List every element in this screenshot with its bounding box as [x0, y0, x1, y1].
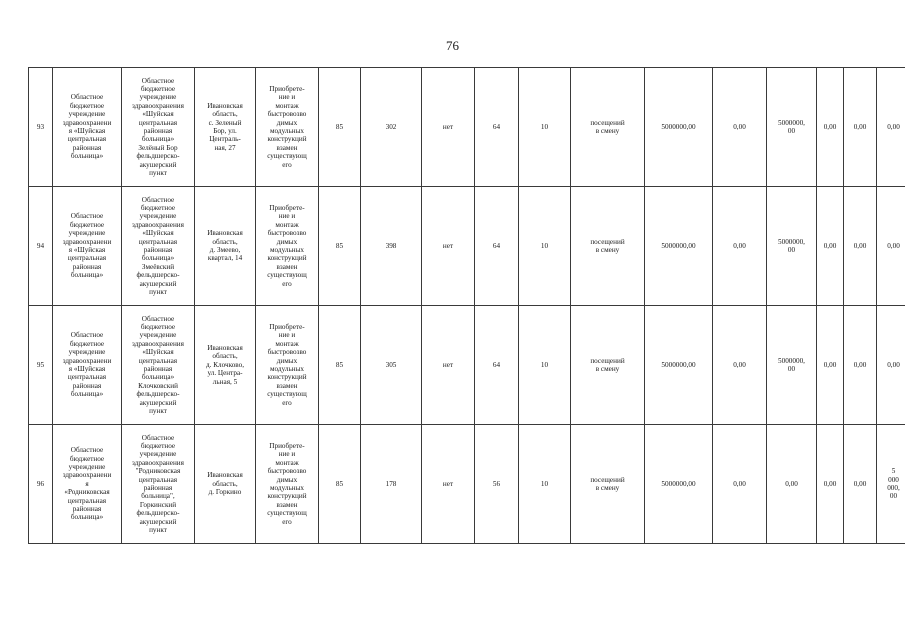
table-row	[29, 68, 905, 187]
capacity-unit	[571, 68, 645, 187]
amount-col-5-text: 0,00	[887, 360, 900, 369]
value-col-5-text: 10	[540, 122, 549, 131]
planned-action-text: Приобрете- ние и монтаж быстровозво димых модульных конструкций взамен существующ его	[267, 84, 307, 169]
amount-col-5-text: 0,00	[887, 241, 900, 250]
value-col-3	[422, 187, 475, 306]
amount-col-4	[844, 306, 877, 425]
value-col-5	[519, 306, 571, 425]
value-col-2	[361, 306, 422, 425]
amount-col-5	[877, 306, 905, 425]
amount-col-4-text: 0,00	[853, 122, 867, 131]
amount-col-3-text: 0,00	[823, 241, 837, 250]
organization-name-text: Областное бюджетное учреждение здравоохранени я «Шуйская центральная районная больница»	[62, 93, 112, 161]
value-col-2-text: 302	[385, 122, 397, 131]
organization-name	[53, 306, 122, 425]
row-number	[29, 187, 53, 306]
capacity-unit-text: посещений в смену	[590, 237, 625, 254]
facilities-table	[28, 67, 905, 544]
planned-action	[256, 425, 319, 544]
planned-action	[256, 306, 319, 425]
facility-name	[122, 68, 195, 187]
facility-name-text: Областное бюджетное учреждение здравоохранения «Шуйская центральная районная больница» Зелёный Бор фельдшерско- акушерский пункт	[132, 76, 184, 178]
amount-col-3	[817, 425, 844, 544]
amount-col-2	[767, 306, 817, 425]
row-number	[29, 306, 53, 425]
row-number-text: 94	[36, 241, 45, 250]
value-col-1	[319, 187, 361, 306]
value-col-5	[519, 187, 571, 306]
value-col-3	[422, 306, 475, 425]
amount-col-3	[817, 306, 844, 425]
amount-col-2-text: 5000000, 00	[778, 356, 805, 373]
table-row	[29, 425, 905, 544]
value-col-3	[422, 68, 475, 187]
amount-col-5-text: 0,00	[887, 122, 900, 131]
amount-col-4	[844, 187, 877, 306]
value-col-1	[319, 425, 361, 544]
value-col-2-text: 305	[385, 360, 397, 369]
amount-col-1-text: 0,00	[733, 122, 746, 131]
facility-address	[195, 306, 256, 425]
amount-col-1	[713, 68, 767, 187]
facility-name	[122, 306, 195, 425]
amount-col-5	[877, 68, 905, 187]
amount-col-1-text: 0,00	[733, 241, 746, 250]
capacity-unit-text: посещений в смену	[590, 118, 625, 135]
value-col-1	[319, 306, 361, 425]
row-number	[29, 425, 53, 544]
facility-name-text: Областное бюджетное учреждение здравоохранения "Родниковская центральная районная больница", Горкинский фельдшерско- акушерский пункт	[132, 433, 184, 535]
total-amount	[645, 425, 713, 544]
organization-name	[53, 187, 122, 306]
value-col-3-text: нет	[442, 122, 454, 131]
value-col-2	[361, 187, 422, 306]
table-row	[29, 187, 905, 306]
amount-col-4-text: 0,00	[853, 360, 867, 369]
organization-name-text: Областное бюджетное учреждение здравоохранени я «Родниковская центральная районная больница»	[62, 446, 112, 522]
amount-col-4	[844, 68, 877, 187]
capacity-unit	[571, 306, 645, 425]
organization-name	[53, 425, 122, 544]
amount-col-1	[713, 187, 767, 306]
facility-address-text: Ивановская область, д. Клочково, ул. Центра- льная, 5	[205, 343, 245, 386]
value-col-1	[319, 68, 361, 187]
value-col-1-text: 85	[335, 122, 344, 131]
value-col-5-text: 10	[540, 241, 549, 250]
amount-col-1	[713, 425, 767, 544]
amount-col-1-text: 0,00	[733, 360, 746, 369]
value-col-4-text: 56	[492, 479, 501, 488]
value-col-3	[422, 425, 475, 544]
table-row	[29, 306, 905, 425]
organization-name-text: Областное бюджетное учреждение здравоохранени я «Шуйская центральная районная больница»	[62, 331, 112, 399]
amount-col-2-text: 0,00	[785, 479, 798, 488]
amount-col-5	[877, 425, 905, 544]
value-col-2-text: 178	[385, 479, 397, 488]
value-col-3-text: нет	[442, 479, 454, 488]
amount-col-4	[844, 425, 877, 544]
value-col-3-text: нет	[442, 241, 454, 250]
amount-col-2-text: 5000000, 00	[778, 237, 805, 254]
amount-col-1	[713, 306, 767, 425]
value-col-2	[361, 68, 422, 187]
amount-col-2-text: 5000000, 00	[778, 118, 805, 135]
facility-name	[122, 425, 195, 544]
amount-col-2	[767, 187, 817, 306]
amount-col-3-text: 0,00	[823, 479, 837, 488]
capacity-unit-text: посещений в смену	[590, 475, 625, 492]
facility-address	[195, 68, 256, 187]
facility-address-text: Ивановская область, с. Зеленый Бор, ул. Централь- ная, 27	[207, 101, 243, 152]
value-col-4	[475, 425, 519, 544]
total-amount	[645, 187, 713, 306]
value-col-5-text: 10	[540, 360, 549, 369]
value-col-2-text: 398	[385, 241, 397, 250]
capacity-unit	[571, 187, 645, 306]
amount-col-3	[817, 187, 844, 306]
facility-address	[195, 187, 256, 306]
amount-col-2	[767, 68, 817, 187]
value-col-5-text: 10	[540, 479, 549, 488]
value-col-1-text: 85	[335, 479, 344, 488]
row-number-text: 93	[36, 122, 45, 131]
planned-action-text: Приобрете- ние и монтаж быстровозво димых модульных конструкций взамен существующ его	[267, 441, 307, 526]
total-amount-text: 5000000,00	[661, 122, 696, 131]
amount-col-5-text: 5 000 000, 00	[887, 467, 900, 501]
amount-col-5	[877, 187, 905, 306]
organization-name-text: Областное бюджетное учреждение здравоохранени я «Шуйская центральная районная больница»	[62, 212, 112, 280]
total-amount	[645, 306, 713, 425]
value-col-4-text: 64	[492, 241, 501, 250]
amount-col-4-text: 0,00	[853, 241, 867, 250]
planned-action-text: Приобрете- ние и монтаж быстровозво димых модульных конструкций взамен существующ его	[267, 203, 307, 288]
row-number-text: 96	[36, 479, 45, 488]
value-col-1-text: 85	[335, 241, 344, 250]
value-col-5	[519, 68, 571, 187]
planned-action	[256, 68, 319, 187]
amount-col-3	[817, 68, 844, 187]
capacity-unit-text: посещений в смену	[590, 356, 625, 373]
capacity-unit	[571, 425, 645, 544]
total-amount-text: 5000000,00	[661, 479, 696, 488]
page-number: 76	[446, 38, 459, 53]
total-amount	[645, 68, 713, 187]
value-col-4	[475, 306, 519, 425]
amount-col-3-text: 0,00	[823, 122, 837, 131]
value-col-3-text: нет	[442, 360, 454, 369]
planned-action	[256, 187, 319, 306]
facility-address	[195, 425, 256, 544]
amount-col-1-text: 0,00	[733, 479, 746, 488]
facility-name	[122, 187, 195, 306]
facility-name-text: Областное бюджетное учреждение здравоохранения «Шуйская центральная районная больница» Клочковский фельдшерско- акушерский пункт	[132, 314, 184, 416]
amount-col-2	[767, 425, 817, 544]
facility-address-text: Ивановская область, д. Змеево, квартал, 14	[207, 229, 243, 263]
total-amount-text: 5000000,00	[661, 360, 696, 369]
value-col-2	[361, 425, 422, 544]
planned-action-text: Приобрете- ние и монтаж быстровозво димых модульных конструкций взамен существующ его	[267, 322, 307, 407]
value-col-1-text: 85	[335, 360, 344, 369]
value-col-4	[475, 68, 519, 187]
amount-col-4-text: 0,00	[853, 479, 867, 488]
amount-col-3-text: 0,00	[823, 360, 837, 369]
facility-address-text: Ивановская область, д. Горкино	[207, 471, 243, 497]
value-col-5	[519, 425, 571, 544]
value-col-4	[475, 187, 519, 306]
total-amount-text: 5000000,00	[661, 241, 696, 250]
organization-name	[53, 68, 122, 187]
value-col-4-text: 64	[492, 360, 501, 369]
row-number	[29, 68, 53, 187]
facility-name-text: Областное бюджетное учреждение здравоохранения «Шуйская центральная районная больница» Змеёвский фельдшерско- акушерский пункт	[132, 195, 184, 297]
value-col-4-text: 64	[492, 122, 501, 131]
row-number-text: 95	[36, 360, 45, 369]
